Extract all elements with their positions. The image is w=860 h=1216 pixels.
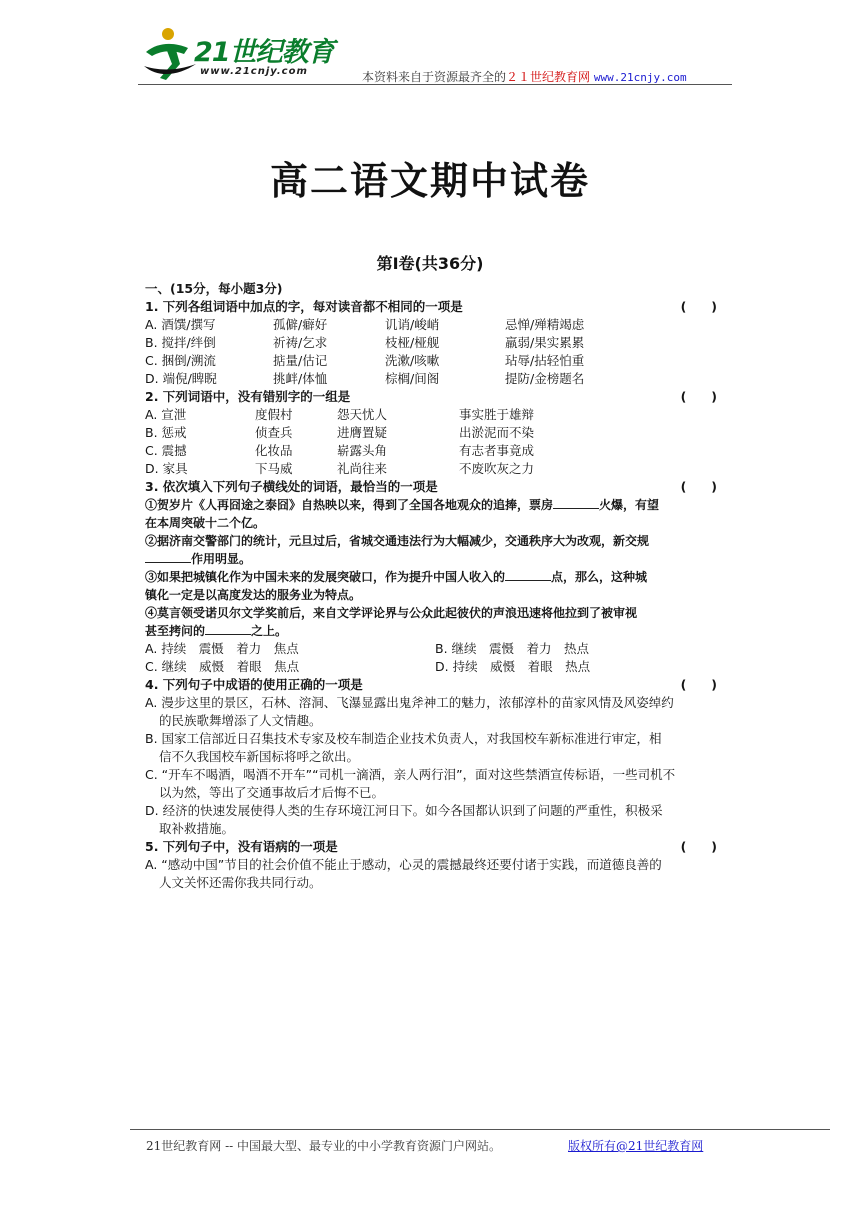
- answer-paren: ( ): [680, 299, 717, 314]
- q3-sentence-4: ④莫言领受诺贝尔文学奖前后，来自文学评论界与公众此起彼伏的声浪迅速将他拉到了被审视: [145, 606, 638, 620]
- footer-divider: [130, 1129, 830, 1130]
- q3-s2-text-b: 作用明显。: [191, 552, 252, 566]
- q5-option-a: A. “感动中国”节目的社会价值不能止于感动，心灵的震撼最终还要付诸于实践，而道德良善的: [145, 857, 662, 872]
- q1-cell: 洗漱/咳嗽: [385, 353, 440, 368]
- question-5-stem: [145, 838, 725, 856]
- q4-option-d: D. 经济的快速发展使得人类的生存环境江河日下。如今各国都认识到了问题的严重性，积极采: [145, 803, 663, 818]
- fill-blank[interactable]: [505, 569, 551, 581]
- q1-cell: 祈祷/乞求: [273, 335, 328, 350]
- question-2-stem: [145, 388, 725, 406]
- q1-cell: 掂量/估记: [273, 353, 328, 368]
- header-note-site[interactable]: ２１世纪教育网: [506, 70, 591, 84]
- q1-option-row: [145, 370, 725, 388]
- q3-s1-text-b: 火爆，有望: [599, 498, 660, 512]
- q3-sentence-1: [145, 496, 725, 514]
- section-title: 第Ⅰ卷(共36分): [376, 254, 484, 273]
- q4-option-b-cont: 信不久我国校车新国标将呼之欲出。: [159, 749, 360, 764]
- q1-option-row: [145, 316, 725, 334]
- q2-cell: 化妆品: [255, 443, 293, 458]
- question-4-stem: [145, 676, 725, 694]
- q1-cell: 忌惮/殚精竭虑: [505, 317, 585, 332]
- question-3-stem: [145, 478, 725, 496]
- question-1-stem: [145, 298, 725, 316]
- q3-option-c: C. 继续 威慑 着眼 焦点: [145, 659, 300, 674]
- q2-cell: 事实胜于雄辩: [459, 407, 535, 422]
- q1-cell: A. 酒馔/撰写: [145, 317, 216, 332]
- page-title: 高二语文期中试卷: [269, 159, 590, 203]
- q2-option-row: [145, 406, 725, 424]
- q3-s1-text: ①贺岁片《人再囧途之泰囧》自热映以来，得到了全国各地观众的追捧，票房: [145, 498, 554, 512]
- q4-option-a: A. 漫步这里的景区，石林、溶洞、飞瀑显露出鬼斧神工的魅力，浓郁淳朴的苗家风情及风姿绰约: [145, 695, 674, 710]
- q1-cell: 提防/金榜题名: [505, 371, 585, 386]
- q3-sentence-1-cont: 在本周突破十二个亿。: [145, 516, 266, 530]
- q3-sentence-2-cont: [145, 550, 725, 568]
- exam-content: [145, 280, 725, 892]
- q4-option-c-cont: 以为然，等出了交通事故后才后悔不已。: [159, 785, 385, 800]
- answer-paren: ( ): [680, 839, 717, 854]
- part-heading: 一、(15分，每小题3分): [145, 281, 283, 296]
- q3-options-row: [145, 640, 725, 658]
- runner-logo-icon: [138, 24, 200, 82]
- q3-options-row: [145, 658, 725, 676]
- q1-cell: 棕榈/间阁: [385, 371, 440, 386]
- footer-text: 21世纪教育网 -- 中国最大型、最专业的中小学教育资源门户网站。: [146, 1139, 502, 1153]
- q1-cell: 玷辱/拈轻怕重: [505, 353, 585, 368]
- q1-option-row: [145, 334, 725, 352]
- q2-cell: 怨天忧人: [337, 407, 388, 422]
- header-note-prefix: 本资料来自于资源最齐全的: [362, 70, 507, 84]
- q4-option-a-cont: 的民族歌舞增添了人文情趣。: [159, 713, 322, 728]
- site-logo[interactable]: [138, 22, 338, 82]
- q3-option-b: B. 继续 震慑 着力 热点: [435, 641, 590, 656]
- q1-cell: 讥诮/峻峭: [385, 317, 440, 332]
- q2-cell: 进膺置疑: [337, 425, 388, 440]
- fill-blank[interactable]: [145, 551, 191, 563]
- q1-cell: 孤僻/癖好: [273, 317, 328, 332]
- q3-s3-text: ③如果把城镇化作为中国未来的发展突破口，作为提升中国人收入的: [145, 570, 506, 584]
- q2-cell: B. 惩戒: [145, 425, 187, 440]
- page-header: [138, 18, 732, 86]
- answer-paren: ( ): [680, 479, 717, 494]
- question-1-text: 1. 下列各组词语中加点的字，每对读音都不相同的一项是: [145, 299, 463, 314]
- q2-cell: 出淤泥而不染: [459, 425, 535, 440]
- q2-cell: 礼尚往来: [337, 461, 388, 476]
- q1-cell: C. 捆倒/溯流: [145, 353, 216, 368]
- q1-cell: D. 端倪/睥睨: [145, 371, 217, 386]
- header-note: [362, 68, 687, 85]
- header-note-url[interactable]: www.21cnjy.com: [593, 71, 687, 84]
- question-5-text: 5. 下列句子中，没有语病的一项是: [145, 839, 338, 854]
- q2-cell: 侦查兵: [255, 425, 293, 440]
- q3-s3-text-b: 点，那么，这种城: [551, 570, 648, 584]
- q1-cell: B. 搅拌/绊倒: [145, 335, 216, 350]
- q4-option-d-cont: 取补救措施。: [159, 821, 235, 836]
- q5-option-a-cont: 人文关怀还需你我共同行动。: [159, 875, 322, 890]
- q2-cell: 度假村: [255, 407, 293, 422]
- q1-option-row: [145, 352, 725, 370]
- header-divider: [138, 84, 732, 85]
- q3-s4-text-c: 之上。: [251, 624, 288, 638]
- q1-cell: 挑衅/体恤: [273, 371, 328, 386]
- q2-option-row: [145, 424, 725, 442]
- question-2-text: 2. 下列词语中，没有错别字的一组是: [145, 389, 351, 404]
- q3-option-d: D. 持续 威慑 着眼 热点: [435, 659, 591, 674]
- q2-cell: 不废吹灰之力: [459, 461, 535, 476]
- q3-sentence-4-cont: [145, 622, 725, 640]
- q2-option-row: [145, 460, 725, 478]
- q2-cell: 有志者事竟成: [459, 443, 535, 458]
- q2-cell: A. 宣泄: [145, 407, 187, 422]
- footer-copyright-link[interactable]: 版权所有@21世纪教育网: [568, 1139, 704, 1153]
- q2-cell: 下马威: [255, 461, 293, 476]
- q3-sentence-2: ②据济南交警部门的统计，元旦过后，省城交通违法行为大幅减少，交通秩序大为改观，新交规: [145, 534, 650, 548]
- q1-cell: 枝桠/桠舰: [385, 335, 440, 350]
- q3-sentence-3-cont: 镇化一定是以高度发达的服务业为特点。: [145, 588, 362, 602]
- fill-blank[interactable]: [205, 623, 251, 635]
- logo-text: 21世纪教育: [194, 37, 334, 68]
- q1-cell: 羸弱/果实累累: [505, 335, 585, 350]
- q3-sentence-3: [145, 568, 725, 586]
- answer-paren: ( ): [680, 389, 717, 404]
- q2-cell: 崭露头角: [337, 443, 388, 458]
- q3-s4-text-b: 甚至拷问的: [145, 624, 206, 638]
- logo-url: www.21cnjy.com: [200, 66, 308, 77]
- q2-option-row: [145, 442, 725, 460]
- answer-paren: ( ): [680, 677, 717, 692]
- fill-blank[interactable]: [553, 497, 599, 509]
- q2-cell: C. 震撼: [145, 443, 187, 458]
- q4-option-b: B. 国家工信部近日召集技术专家及校车制造企业技术负责人，对我国校车新标准进行审定，相: [145, 731, 662, 746]
- question-4-text: 4. 下列句子中成语的使用正确的一项是: [145, 677, 363, 692]
- question-3-text: 3. 依次填入下列句子横线处的词语，最恰当的一项是: [145, 479, 438, 494]
- q4-option-c: C. “开车不喝酒，喝酒不开车”“司机一滴酒，亲人两行泪”，面对这些禁酒宣传标语，一些司机不: [145, 767, 676, 782]
- q2-cell: D. 家具: [145, 461, 188, 476]
- q3-option-a: A. 持续 震慑 着力 焦点: [145, 641, 299, 656]
